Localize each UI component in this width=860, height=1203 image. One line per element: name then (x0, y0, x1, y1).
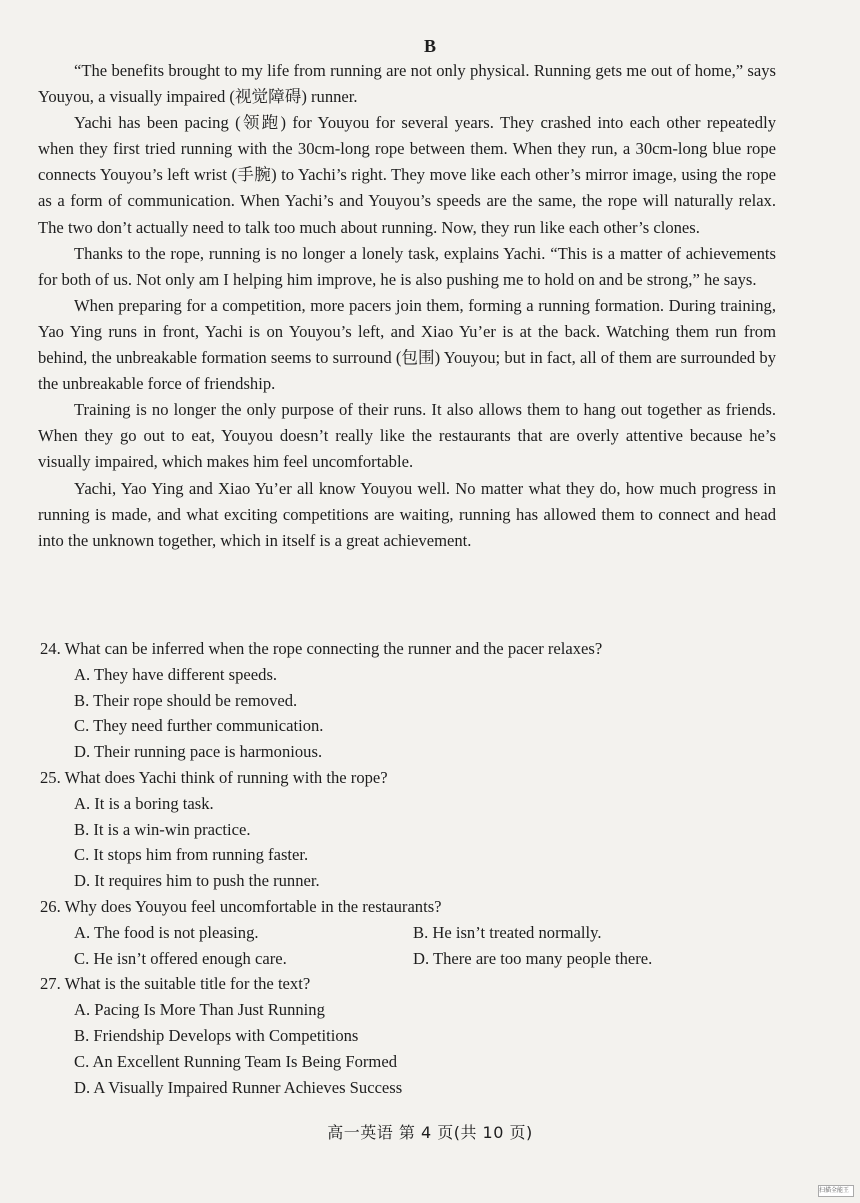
answer-option: C. It stops him from running faster. (74, 845, 309, 865)
answer-option: B. It is a win-win practice. (74, 819, 251, 839)
question-stem: 26. Why does Youyou feel uncomfortable in the restaurants? (40, 896, 442, 916)
answer-option: D. Their running pace is harmonious. (74, 742, 323, 762)
answer-option: C. An Excellent Running Team Is Being Formed (74, 1051, 397, 1071)
answer-option: B. He isn’t treated normally. (413, 922, 602, 942)
question-stem: 27. What is the suitable title for the text? (40, 974, 311, 994)
answer-option: A. The food is not pleasing. (74, 922, 259, 942)
passage-paragraph: Training is no longer the only purpose of their runs. It also allows them to hang out together as friends. When they go out to eat, Youyou doesn’t really like the restaurants that are overly attentive because he’s visually impaired, which makes him feel uncomfortable. (38, 400, 776, 472)
answer-option: B. Friendship Develops with Competitions (74, 1025, 359, 1045)
passage-paragraph: “The benefits brought to my life from running are not only physical. Running gets me out of home,” says Youyou, a visually impaired (视觉障碍) runner. (38, 61, 776, 107)
answer-option: D. It requires him to push the runner. (74, 871, 320, 891)
question-stem: 25. What does Yachi think of running with the rope? (40, 767, 388, 787)
question-24 (40, 636, 776, 765)
question-list (40, 636, 776, 1100)
answer-option: D. There are too many people there. (413, 948, 653, 968)
question-27 (40, 971, 776, 1100)
scanner-watermark: 扫描全能王 (818, 1185, 854, 1197)
answer-option: C. They need further communication. (74, 716, 324, 736)
answer-option: C. He isn’t offered enough care. (74, 948, 287, 968)
answer-option: A. It is a boring task. (74, 793, 214, 813)
answer-option: A. They have different speeds. (74, 664, 278, 684)
passage-paragraph: Yachi has been pacing (领跑) for Youyou for several years. They crashed into each other repeatedly when they first tried running with the 30cm-long rope between them. When they run, a 30cm-long blue rope connects Youyou’s left wrist (手腕) to Yachi’s right. They move like each other’s mirror image, using the rope as a form of communication. When Yachi’s and Youyou’s speeds are the same, the rope will naturally relax. The two don’t actually need to talk too much about running. Now, they run like each other’s clones. (38, 113, 776, 237)
passage-paragraph: When preparing for a competition, more pacers join them, forming a running formation. During training, Yao Ying runs in front, Yachi is on Youyou’s left, and Xiao Yu’er is at the back. Watching them run from behind, the unbreakable formation seems to surround (包围) Youyou; but in fact, all of them are surrounded by the unbreakable force of friendship. (38, 295, 776, 394)
passage-paragraph: Yachi, Yao Ying and Xiao Yu’er all know Youyou well. No matter what they do, how much progress in running is made, and what exciting competitions are waiting, running has allowed them to connect and head into the unknown together, which in itself is a great achievement. (38, 478, 776, 550)
question-26 (40, 894, 776, 971)
answer-option: D. A Visually Impaired Runner Achieves Success (74, 1077, 403, 1097)
option-row (40, 946, 776, 972)
page-footer: 高一英语 第 4 页(共 10 页) (327, 1123, 533, 1142)
answer-option: A. Pacing Is More Than Just Running (74, 1000, 325, 1020)
question-stem: 24. What can be inferred when the rope connecting the runner and the pacer relaxes? (40, 639, 603, 658)
option-row (40, 920, 776, 946)
passage-paragraph: Thanks to the rope, running is no longer a lonely task, explains Yachi. “This is a matter of achievements for both of us. Not only am I helping him improve, he is also pushing me to hold on and be strong,” he says. (38, 243, 776, 289)
section-heading: B (423, 36, 436, 56)
answer-option: B. Their rope should be removed. (74, 690, 298, 710)
reading-passage (38, 58, 776, 554)
question-25 (40, 765, 776, 894)
